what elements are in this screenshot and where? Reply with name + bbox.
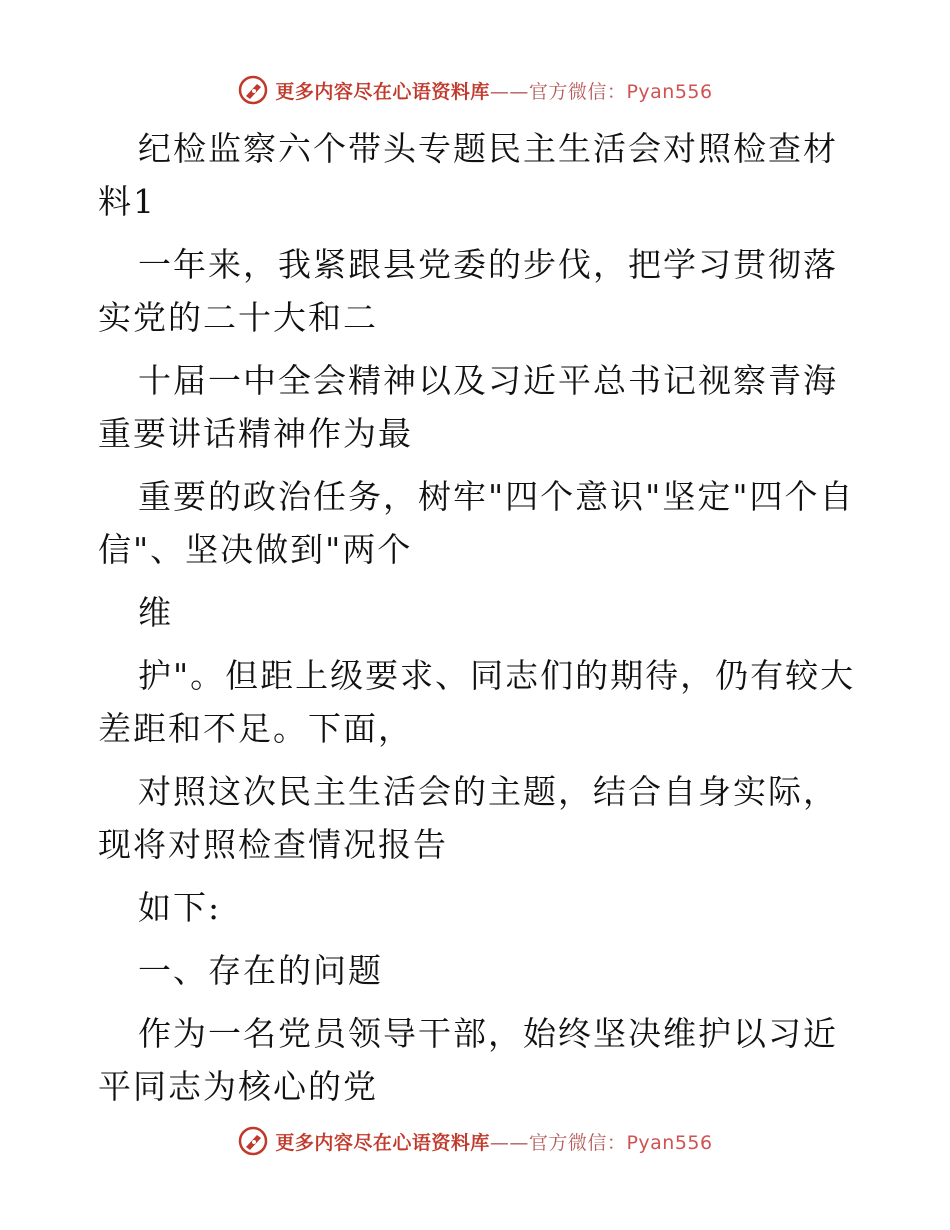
watermark-separator: —— — [489, 1131, 529, 1154]
paragraph: 维 — [138, 593, 173, 632]
watermark-brand: 更多内容尽在心语资料库 — [275, 80, 490, 103]
watermark-brand: 更多内容尽在心语资料库 — [275, 1131, 490, 1154]
document-body — [98, 122, 858, 1123]
pen-tip-circle-icon — [237, 74, 269, 106]
section-heading: 一、存在的问题 — [138, 951, 383, 990]
paragraph: 护"。但距上级要求、同志们的期待，仍有较大差距和不足。下面， — [98, 656, 856, 748]
paragraph: 对照这次民主生活会的主题，结合自身实际，现将对照检查情况报告 — [98, 772, 838, 864]
paragraph: 重要的政治任务，树牢"四个意识"坚定"四个自信"、坚决做到"两个 — [98, 477, 855, 569]
watermark-account: Pyan556 — [626, 1131, 713, 1154]
document-title: 纪检监察六个带头专题民主生活会对照检查材料1 — [98, 129, 838, 221]
watermark-text — [275, 1128, 712, 1155]
watermark-text — [275, 77, 712, 104]
watermark-channel: 官方微信： — [528, 1131, 627, 1154]
paragraph: 作为一名党员领导干部，始终坚决维护以习近平同志为核心的党 — [98, 1014, 838, 1106]
paragraph: 如下: — [138, 888, 222, 927]
paragraph: 一年来，我紧跟县党委的步伐，把学习贯彻落实党的二十大和二 — [98, 245, 838, 337]
watermark-separator: —— — [489, 80, 529, 103]
paragraph: 十届一中全会精神以及习近平总书记视察青海重要讲话精神作为最 — [98, 361, 838, 453]
watermark-channel: 官方微信： — [528, 80, 627, 103]
footer-watermark — [0, 1121, 950, 1161]
header-watermark — [0, 70, 950, 110]
pen-tip-circle-icon — [237, 1125, 269, 1157]
watermark-account: Pyan556 — [626, 80, 713, 103]
